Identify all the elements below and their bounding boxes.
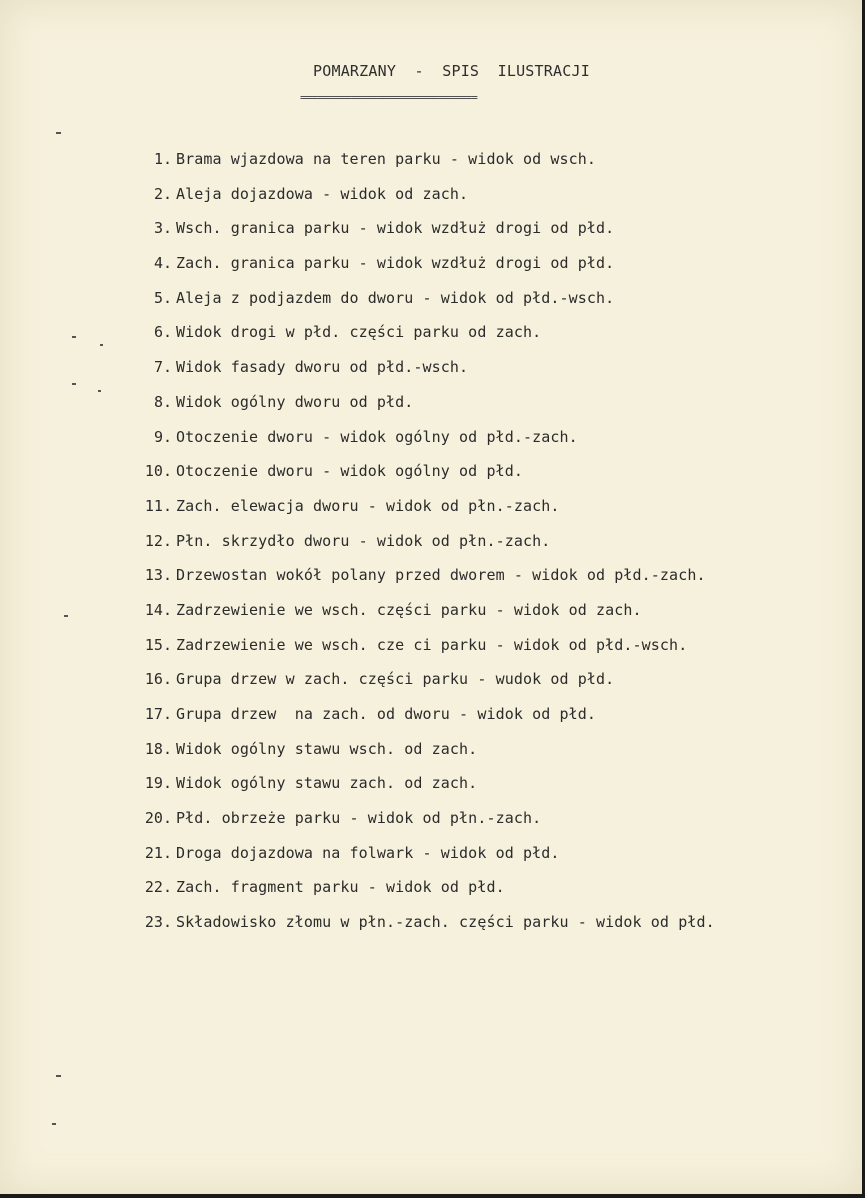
item-text: Otoczenie dworu - widok ogólny od płd.-zach. bbox=[176, 427, 578, 446]
item-text: Drzewostan wokół polany przed dworem - widok od płd.-zach. bbox=[176, 566, 706, 585]
item-text: Zach. fragment parku - widok od płd. bbox=[176, 878, 505, 897]
item-number: 14. bbox=[144, 600, 172, 619]
item-text: Widok ogólny dworu od płd. bbox=[176, 392, 414, 411]
list-item bbox=[132, 844, 715, 879]
list-item bbox=[132, 740, 715, 775]
list-item bbox=[132, 878, 715, 913]
list-item bbox=[132, 219, 715, 254]
item-text: Widok ogólny stawu zach. od zach. bbox=[176, 774, 478, 793]
list-item bbox=[132, 323, 715, 358]
list-item bbox=[132, 670, 715, 705]
list-item bbox=[132, 254, 715, 289]
margin-mark bbox=[52, 1123, 56, 1125]
list-item bbox=[132, 393, 715, 428]
item-text: Brama wjazdowa na teren parku - widok od wsch. bbox=[176, 150, 597, 168]
item-text: Droga dojazdowa na folwark - widok od płd. bbox=[176, 843, 560, 862]
item-number: 9. bbox=[153, 427, 172, 446]
item-text: Zadrzewienie we wsch. cze ci parku - widok od płd.-wsch. bbox=[176, 635, 688, 654]
item-number: 5. bbox=[153, 288, 172, 307]
item-number: 16. bbox=[144, 670, 172, 689]
item-text: Grupa drzew w zach. części parku - wudok od płd. bbox=[176, 670, 615, 689]
list-item bbox=[132, 601, 715, 636]
item-text: Zadrzewienie we wsch. części parku - widok od zach. bbox=[176, 600, 642, 619]
item-text: Grupa drzew na zach. od dworu - widok od płd. bbox=[176, 705, 597, 723]
list-item bbox=[132, 913, 715, 948]
item-number: 11. bbox=[144, 496, 172, 515]
item-number: 7. bbox=[153, 358, 172, 377]
margin-mark bbox=[100, 344, 103, 346]
item-text: Widok drogi w płd. części parku od zach. bbox=[176, 323, 542, 342]
document-title: POMARZANY - SPIS ILUSTRACJI bbox=[313, 62, 590, 80]
item-number: 3. bbox=[153, 219, 172, 238]
list-item bbox=[132, 705, 715, 740]
list-item bbox=[132, 462, 715, 497]
item-number: 19. bbox=[144, 774, 172, 793]
margin-mark bbox=[98, 390, 101, 392]
list-item bbox=[132, 428, 715, 463]
item-number: 17. bbox=[144, 705, 172, 723]
item-number: 10. bbox=[144, 462, 172, 481]
item-text: Widok fasady dworu od płd.-wsch. bbox=[176, 358, 469, 377]
item-text: Płn. skrzydło dworu - widok od płn.-zach. bbox=[176, 531, 551, 550]
item-text: Wsch. granica parku - widok wzdłuż drogi od płd. bbox=[176, 219, 615, 238]
item-number: 13. bbox=[144, 566, 172, 585]
title-underline: ================================ bbox=[300, 91, 477, 104]
item-text: Otoczenie dworu - widok ogólny od płd. bbox=[176, 462, 523, 481]
list-item bbox=[132, 289, 715, 324]
item-text: Płd. obrzeże parku - widok od płn.-zach. bbox=[176, 809, 542, 828]
item-text: Zach. elewacja dworu - widok od płn.-zach. bbox=[176, 496, 560, 515]
item-number: 18. bbox=[144, 739, 172, 758]
item-number: 23. bbox=[144, 913, 172, 932]
list-item bbox=[132, 532, 715, 567]
item-number: 15. bbox=[144, 635, 172, 654]
list-item bbox=[132, 566, 715, 601]
margin-mark bbox=[56, 132, 61, 134]
list-item bbox=[132, 809, 715, 844]
margin-mark bbox=[72, 383, 76, 385]
list-item bbox=[132, 774, 715, 809]
item-number: 4. bbox=[153, 254, 172, 273]
list-item bbox=[132, 150, 715, 185]
margin-mark bbox=[72, 336, 76, 338]
item-text: Składowisko złomu w płn.-zach. części parku - widok od płd. bbox=[176, 913, 715, 932]
item-number: 20. bbox=[144, 809, 172, 828]
item-text: Aleja z podjazdem do dworu - widok od płd.-wsch. bbox=[176, 288, 615, 307]
item-number: 6. bbox=[153, 323, 172, 342]
item-number: 1. bbox=[153, 150, 172, 168]
item-number: 2. bbox=[153, 184, 172, 203]
list-item bbox=[132, 497, 715, 532]
list-item bbox=[132, 636, 715, 671]
item-text: Aleja dojazdowa - widok od zach. bbox=[176, 184, 469, 203]
margin-mark bbox=[56, 1075, 61, 1077]
item-number: 22. bbox=[144, 878, 172, 897]
item-number: 12. bbox=[144, 531, 172, 550]
item-text: Widok ogólny stawu wsch. od zach. bbox=[176, 739, 478, 758]
item-text: Zach. granica parku - widok wzdłuż drogi od płd. bbox=[176, 254, 615, 273]
illustration-list bbox=[132, 150, 715, 948]
margin-mark bbox=[64, 615, 68, 617]
list-item bbox=[132, 185, 715, 220]
list-item bbox=[132, 358, 715, 393]
item-number: 8. bbox=[153, 392, 172, 411]
item-number: 21. bbox=[144, 843, 172, 862]
